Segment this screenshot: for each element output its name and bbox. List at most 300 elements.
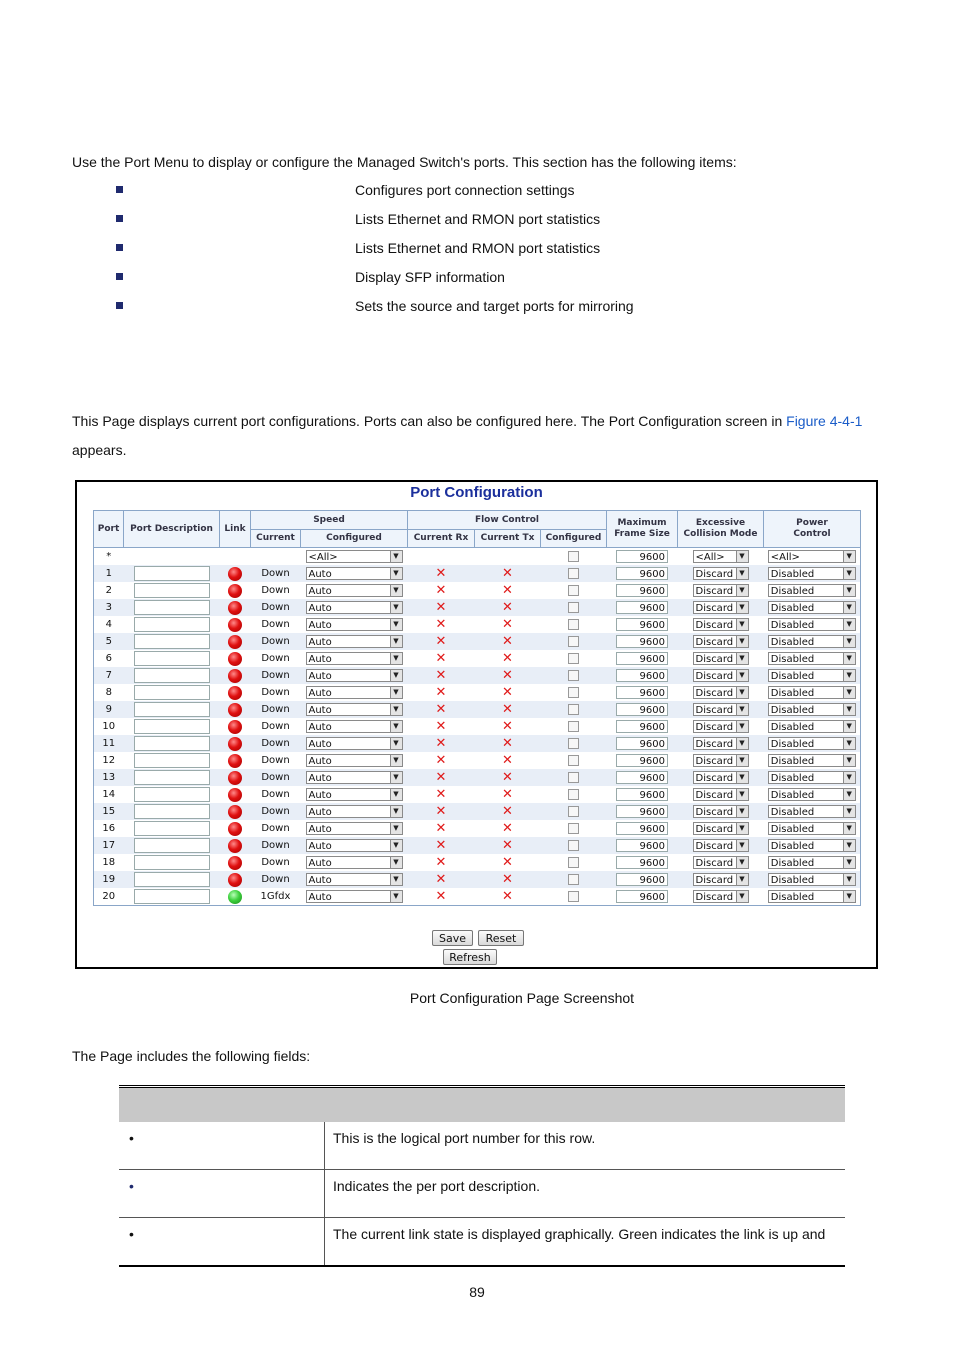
header-port: Port (94, 511, 124, 548)
power-control-select[interactable]: Disabled ▼ (768, 703, 856, 716)
speed-current: Down (251, 871, 301, 888)
port-description-input[interactable] (134, 787, 210, 802)
x-mark-icon: ✕ (502, 872, 513, 887)
power-control-select[interactable]: Disabled ▼ (768, 618, 856, 631)
fields-header-description (325, 1087, 846, 1123)
chevron-down-icon: ▼ (843, 619, 855, 630)
flow-control-checkbox[interactable] (568, 806, 579, 817)
flow-control-checkbox[interactable] (568, 857, 579, 868)
max-frame-size-input[interactable]: 9600 (616, 856, 668, 869)
chevron-down-icon: ▼ (390, 823, 402, 834)
collision-mode-select[interactable]: Discard ▼ (693, 601, 749, 614)
speed-select[interactable]: Auto ▼ (306, 788, 403, 801)
chevron-down-icon: ▼ (843, 772, 855, 783)
max-frame-size-input[interactable]: 9600 (616, 567, 668, 580)
flow-control-checkbox[interactable] (568, 636, 579, 647)
save-button[interactable]: Save (432, 930, 473, 946)
speed-select[interactable]: Auto ▼ (306, 567, 403, 580)
speed-select[interactable]: Auto ▼ (306, 635, 403, 648)
speed-current: Down (251, 684, 301, 701)
header-max-frame-size: Maximum Frame Size (607, 511, 678, 548)
speed-select[interactable]: Auto ▼ (306, 669, 403, 682)
speed-select[interactable]: Auto ▼ (306, 686, 403, 699)
chevron-down-icon: ▼ (843, 789, 855, 800)
x-mark-icon: ✕ (435, 719, 447, 734)
collision-mode-select[interactable]: Discard ▼ (693, 567, 749, 580)
flow-control-checkbox[interactable] (568, 874, 579, 885)
link-status-icon (228, 754, 242, 768)
x-mark-icon: ✕ (502, 668, 513, 683)
table-row (94, 599, 861, 616)
x-mark-icon: ✕ (502, 736, 513, 751)
port-description-input[interactable] (134, 583, 210, 598)
chevron-down-icon: ▼ (390, 687, 402, 698)
x-mark-icon: ✕ (435, 889, 447, 904)
power-control-select[interactable]: Disabled ▼ (768, 754, 856, 767)
port-configuration-table (93, 510, 861, 906)
max-frame-size-input[interactable]: 9600 (616, 601, 668, 614)
max-frame-size-input[interactable]: 9600 (616, 873, 668, 886)
link-status-icon (228, 805, 242, 819)
collision-mode-select[interactable]: Discard ▼ (693, 584, 749, 597)
bullet-icon (116, 244, 123, 251)
max-frame-size-input[interactable]: 9600 (616, 771, 668, 784)
max-frame-size-input[interactable]: 9600 (616, 703, 668, 716)
flow-control-checkbox[interactable] (568, 755, 579, 766)
port-description-input[interactable] (134, 770, 210, 785)
port-cell: 20 (94, 888, 124, 906)
x-mark-icon: ✕ (502, 634, 513, 649)
speed-select[interactable]: Auto ▼ (306, 754, 403, 767)
collision-mode-select[interactable]: Discard ▼ (693, 703, 749, 716)
port-cell: 11 (94, 735, 124, 752)
chevron-down-icon: ▼ (390, 619, 402, 630)
header-speed-configured: Configured (301, 530, 408, 548)
collision-mode-select[interactable]: Discard ▼ (693, 754, 749, 767)
header-link: Link (220, 511, 251, 548)
flow-control-checkbox[interactable] (568, 891, 579, 902)
x-mark-icon: ✕ (502, 651, 513, 666)
flow-control-checkbox[interactable] (568, 653, 579, 664)
collision-mode-select[interactable]: Discard ▼ (693, 720, 749, 733)
chevron-down-icon: ▼ (843, 551, 855, 562)
bullet-cell: • (119, 1218, 325, 1267)
chevron-down-icon: ▼ (843, 687, 855, 698)
power-control-select[interactable]: Disabled ▼ (768, 890, 856, 903)
port-cell: 7 (94, 667, 124, 684)
link-status-icon (228, 873, 242, 887)
x-mark-icon: ✕ (435, 753, 447, 768)
table-row (94, 786, 861, 803)
flow-control-checkbox[interactable] (568, 823, 579, 834)
collision-mode-select[interactable]: Discard ▼ (693, 805, 749, 818)
speed-current: Down (251, 803, 301, 820)
flow-control-checkbox[interactable] (568, 721, 579, 732)
link-status-icon (228, 584, 242, 598)
chevron-down-icon: ▼ (390, 789, 402, 800)
speed-current: Down (251, 718, 301, 735)
flow-control-checkbox[interactable] (568, 602, 579, 613)
collision-mode-select[interactable]: Discard ▼ (693, 822, 749, 835)
port-description-input[interactable] (134, 702, 210, 717)
link-status-icon (228, 720, 242, 734)
chevron-down-icon: ▼ (736, 551, 748, 562)
collision-mode-select[interactable]: Discard ▼ (693, 618, 749, 631)
chevron-down-icon: ▼ (390, 857, 402, 868)
chevron-down-icon: ▼ (736, 891, 748, 902)
x-mark-icon: ✕ (435, 736, 447, 751)
max-frame-size-input[interactable]: 9600 (616, 720, 668, 733)
port-cell: 9 (94, 701, 124, 718)
flow-control-checkbox[interactable] (568, 789, 579, 800)
power-control-select[interactable]: Disabled ▼ (768, 669, 856, 682)
table-row (94, 633, 861, 650)
speed-current: Down (251, 735, 301, 752)
speed-current: Down (251, 786, 301, 803)
collision-mode-select[interactable]: Discard ▼ (693, 856, 749, 869)
chevron-down-icon: ▼ (843, 670, 855, 681)
port-description-input[interactable] (134, 685, 210, 700)
collision-mode-select[interactable]: Discard ▼ (693, 652, 749, 665)
max-frame-size-input[interactable]: 9600 (616, 584, 668, 597)
flow-control-checkbox[interactable] (568, 585, 579, 596)
chevron-down-icon: ▼ (736, 687, 748, 698)
chevron-down-icon: ▼ (390, 653, 402, 664)
speed-current: Down (251, 633, 301, 650)
table-row (94, 735, 861, 752)
chevron-down-icon: ▼ (843, 636, 855, 647)
table-row (94, 803, 861, 820)
field-description: This is the logical port number for this row. (325, 1122, 846, 1170)
table-row (94, 888, 861, 906)
port-cell: 2 (94, 582, 124, 599)
collision-mode-select[interactable]: Discard ▼ (693, 788, 749, 801)
port-cell: 1 (94, 565, 124, 582)
flow-control-checkbox[interactable] (568, 687, 579, 698)
link-status-icon (228, 601, 242, 615)
x-mark-icon: ✕ (435, 838, 447, 853)
x-mark-icon: ✕ (502, 770, 513, 785)
speed-select[interactable]: Auto ▼ (306, 737, 403, 750)
port-configuration-figure (75, 480, 878, 969)
speed-current: Down (251, 837, 301, 854)
chevron-down-icon: ▼ (843, 823, 855, 834)
max-frame-size-input[interactable]: 9600 (616, 805, 668, 818)
speed-select[interactable]: Auto ▼ (306, 890, 403, 903)
link-status-icon (228, 771, 242, 785)
x-mark-icon: ✕ (435, 566, 447, 581)
link-status-icon (228, 567, 242, 581)
collision-mode-select[interactable]: Discard ▼ (693, 771, 749, 784)
power-control-select[interactable]: Disabled ▼ (768, 788, 856, 801)
speed-select[interactable]: Auto ▼ (306, 771, 403, 784)
speed-current: Down (251, 769, 301, 786)
port-description-input[interactable] (134, 736, 210, 751)
max-frame-size-input[interactable]: 9600 (616, 669, 668, 682)
list-item: Sets the source and target ports for mirroring (355, 298, 634, 314)
port-description-input[interactable] (134, 617, 210, 632)
power-control-select[interactable]: Disabled ▼ (768, 584, 856, 597)
flow-control-checkbox[interactable] (568, 619, 579, 630)
power-control-select[interactable]: Disabled ▼ (768, 652, 856, 665)
table-row (119, 1170, 845, 1218)
link-status-icon (228, 839, 242, 853)
flow-control-checkbox[interactable] (568, 551, 579, 562)
speed-select[interactable]: Auto ▼ (306, 839, 403, 852)
chevron-down-icon: ▼ (843, 721, 855, 732)
x-mark-icon: ✕ (435, 583, 447, 598)
x-mark-icon: ✕ (435, 634, 447, 649)
chevron-down-icon: ▼ (843, 874, 855, 885)
max-frame-size-input[interactable]: 9600 (616, 839, 668, 852)
port-cell: 15 (94, 803, 124, 820)
header-flow-configured: Configured (541, 530, 607, 548)
field-description: Indicates the per port description. (325, 1170, 846, 1218)
collision-mode-select[interactable]: <All> ▼ (693, 550, 749, 563)
x-mark-icon: ✕ (502, 855, 513, 870)
refresh-button[interactable]: Refresh (443, 949, 497, 965)
chevron-down-icon: ▼ (736, 704, 748, 715)
max-frame-size-input[interactable]: 9600 (616, 788, 668, 801)
power-control-select[interactable]: <All> ▼ (768, 550, 856, 563)
speed-current: Down (251, 854, 301, 871)
bullet-cell: • (119, 1170, 325, 1218)
x-mark-icon: ✕ (435, 668, 447, 683)
speed-select[interactable]: Auto ▼ (306, 618, 403, 631)
flow-control-checkbox[interactable] (568, 670, 579, 681)
flow-control-checkbox[interactable] (568, 568, 579, 579)
list-item: Configures port connection settings (355, 182, 575, 198)
link-status-icon (228, 686, 242, 700)
power-control-select[interactable]: Disabled ▼ (768, 839, 856, 852)
collision-mode-select[interactable]: Discard ▼ (693, 873, 749, 886)
port-description-input[interactable] (134, 855, 210, 870)
chevron-down-icon: ▼ (390, 755, 402, 766)
speed-select[interactable]: Auto ▼ (306, 652, 403, 665)
speed-current: Down (251, 667, 301, 684)
port-description-input[interactable] (134, 600, 210, 615)
chevron-down-icon: ▼ (390, 585, 402, 596)
x-mark-icon: ✕ (435, 685, 447, 700)
flow-control-checkbox[interactable] (568, 704, 579, 715)
speed-current: 1Gfdx (251, 888, 301, 906)
max-frame-size-input[interactable]: 9600 (616, 652, 668, 665)
table-row (94, 667, 861, 684)
port-description-input[interactable] (134, 821, 210, 836)
table-row (94, 718, 861, 735)
chevron-down-icon: ▼ (736, 857, 748, 868)
port-cell: 8 (94, 684, 124, 701)
figure-caption: Port Configuration Page Screenshot (409, 990, 635, 1006)
power-control-select[interactable]: Disabled ▼ (768, 856, 856, 869)
chevron-down-icon: ▼ (390, 551, 402, 562)
config-text: This Page displays current port configurations. Ports can also be configured here. The Port Configuration screen in (72, 413, 787, 429)
x-mark-icon: ✕ (502, 821, 513, 836)
table-row (94, 837, 861, 854)
power-control-select[interactable]: Disabled ▼ (768, 822, 856, 835)
port-cell: 17 (94, 837, 124, 854)
list-item: Display SFP information (355, 269, 505, 285)
chevron-down-icon: ▼ (736, 738, 748, 749)
chevron-down-icon: ▼ (736, 874, 748, 885)
chevron-down-icon: ▼ (390, 568, 402, 579)
chevron-down-icon: ▼ (843, 840, 855, 851)
speed-select[interactable]: Auto ▼ (306, 873, 403, 886)
x-mark-icon: ✕ (502, 889, 513, 904)
chevron-down-icon: ▼ (736, 755, 748, 766)
figure-link[interactable]: Figure 4-4-1 (786, 413, 863, 429)
fields-table (119, 1085, 845, 1267)
x-mark-icon: ✕ (502, 838, 513, 853)
power-control-select[interactable]: Disabled ▼ (768, 601, 856, 614)
collision-mode-select[interactable]: Discard ▼ (693, 890, 749, 903)
power-control-select[interactable]: Disabled ▼ (768, 635, 856, 648)
speed-select[interactable]: Auto ▼ (306, 856, 403, 869)
header-collision-mode: Excessive Collision Mode (678, 511, 764, 548)
header-power-control: Power Control (764, 511, 861, 548)
chevron-down-icon: ▼ (736, 636, 748, 647)
speed-select[interactable]: Auto ▼ (306, 601, 403, 614)
power-control-select[interactable]: Disabled ▼ (768, 686, 856, 699)
speed-current: Down (251, 599, 301, 616)
power-control-select[interactable]: Disabled ▼ (768, 771, 856, 784)
table-row (94, 752, 861, 769)
port-description-input[interactable] (134, 634, 210, 649)
x-mark-icon: ✕ (502, 583, 513, 598)
link-status-icon (228, 635, 242, 649)
chevron-down-icon: ▼ (843, 568, 855, 579)
speed-select[interactable]: Auto ▼ (306, 584, 403, 597)
chevron-down-icon: ▼ (390, 891, 402, 902)
collision-mode-select[interactable]: Discard ▼ (693, 839, 749, 852)
x-mark-icon: ✕ (435, 804, 447, 819)
port-description-input[interactable] (134, 566, 210, 581)
port-description-input[interactable] (134, 668, 210, 683)
all-ports-row (94, 548, 861, 566)
max-frame-size-input[interactable]: 9600 (616, 737, 668, 750)
link-status-icon (228, 669, 242, 683)
flow-control-checkbox[interactable] (568, 772, 579, 783)
x-mark-icon: ✕ (502, 702, 513, 717)
bullet-icon (116, 302, 123, 309)
table-row (94, 769, 861, 786)
link-status-icon (228, 788, 242, 802)
port-description-input[interactable] (134, 651, 210, 666)
chevron-down-icon: ▼ (843, 585, 855, 596)
intro-paragraph: Use the Port Menu to display or configure the Managed Switch's ports. This section has the following items: (72, 154, 737, 170)
chevron-down-icon: ▼ (843, 857, 855, 868)
chevron-down-icon: ▼ (390, 874, 402, 885)
x-mark-icon: ✕ (435, 651, 447, 666)
chevron-down-icon: ▼ (736, 772, 748, 783)
max-frame-size-input[interactable]: 9600 (616, 754, 668, 767)
port-cell: 16 (94, 820, 124, 837)
collision-mode-select[interactable]: Discard ▼ (693, 686, 749, 699)
chevron-down-icon: ▼ (843, 755, 855, 766)
power-control-select[interactable]: Disabled ▼ (768, 805, 856, 818)
speed-select[interactable]: Auto ▼ (306, 805, 403, 818)
port-cell: 4 (94, 616, 124, 633)
list-item: Lists Ethernet and RMON port statistics (355, 240, 601, 256)
speed-select[interactable]: Auto ▼ (306, 703, 403, 716)
table-row (94, 650, 861, 667)
bullet-icon (116, 273, 123, 280)
chevron-down-icon: ▼ (390, 840, 402, 851)
link-status-icon (228, 737, 242, 751)
port-description-input[interactable] (134, 753, 210, 768)
power-control-select[interactable]: Disabled ▼ (768, 873, 856, 886)
collision-mode-select[interactable]: Discard ▼ (693, 737, 749, 750)
table-row (94, 820, 861, 837)
chevron-down-icon: ▼ (390, 721, 402, 732)
port-description-input[interactable] (134, 838, 210, 853)
port-description-input[interactable] (134, 719, 210, 734)
bullet-cell: • (119, 1122, 325, 1170)
speed-current: Down (251, 582, 301, 599)
x-mark-icon: ✕ (502, 600, 513, 615)
speed-select[interactable]: Auto ▼ (306, 822, 403, 835)
table-row (94, 701, 861, 718)
chevron-down-icon: ▼ (390, 602, 402, 613)
table-row (119, 1218, 845, 1267)
power-control-select[interactable]: Disabled ▼ (768, 720, 856, 733)
table-row (94, 854, 861, 871)
x-mark-icon: ✕ (502, 787, 513, 802)
link-status-icon (228, 890, 242, 904)
collision-mode-select[interactable]: Discard ▼ (693, 635, 749, 648)
table-row (119, 1122, 845, 1170)
chevron-down-icon: ▼ (843, 704, 855, 715)
max-frame-size-input[interactable]: 9600 (616, 635, 668, 648)
max-frame-size-input[interactable]: 9600 (616, 618, 668, 631)
power-control-select[interactable]: Disabled ▼ (768, 737, 856, 750)
table-row (94, 684, 861, 701)
chevron-down-icon: ▼ (736, 653, 748, 664)
config-paragraph-end: appears. (72, 442, 127, 458)
max-frame-size-input[interactable]: 9600 (616, 686, 668, 699)
speed-select[interactable]: Auto ▼ (306, 720, 403, 733)
config-paragraph (72, 412, 902, 430)
max-frame-size-input[interactable]: 9600 (616, 890, 668, 903)
flow-control-checkbox[interactable] (568, 840, 579, 851)
x-mark-icon: ✕ (435, 821, 447, 836)
table-row (94, 565, 861, 582)
x-mark-icon: ✕ (502, 566, 513, 581)
header-flow-rx: Current Rx (408, 530, 475, 548)
chevron-down-icon: ▼ (736, 806, 748, 817)
port-description-input[interactable] (134, 889, 210, 904)
collision-mode-select[interactable]: Discard ▼ (693, 669, 749, 682)
port-description-input[interactable] (134, 804, 210, 819)
flow-control-checkbox[interactable] (568, 738, 579, 749)
x-mark-icon: ✕ (502, 685, 513, 700)
reset-button[interactable]: Reset (478, 930, 524, 946)
link-status-icon (228, 703, 242, 717)
header-speed: Speed (251, 511, 408, 530)
speed-current: Down (251, 752, 301, 769)
chevron-down-icon: ▼ (843, 806, 855, 817)
fields-header-object (119, 1087, 325, 1123)
max-frame-size-input[interactable]: 9600 (616, 550, 668, 563)
x-mark-icon: ✕ (502, 719, 513, 734)
port-description-input[interactable] (134, 872, 210, 887)
port-cell: 5 (94, 633, 124, 650)
power-control-select[interactable]: Disabled ▼ (768, 567, 856, 580)
x-mark-icon: ✕ (435, 787, 447, 802)
x-mark-icon: ✕ (435, 770, 447, 785)
speed-select[interactable]: <All> ▼ (306, 550, 403, 563)
max-frame-size-input[interactable]: 9600 (616, 822, 668, 835)
